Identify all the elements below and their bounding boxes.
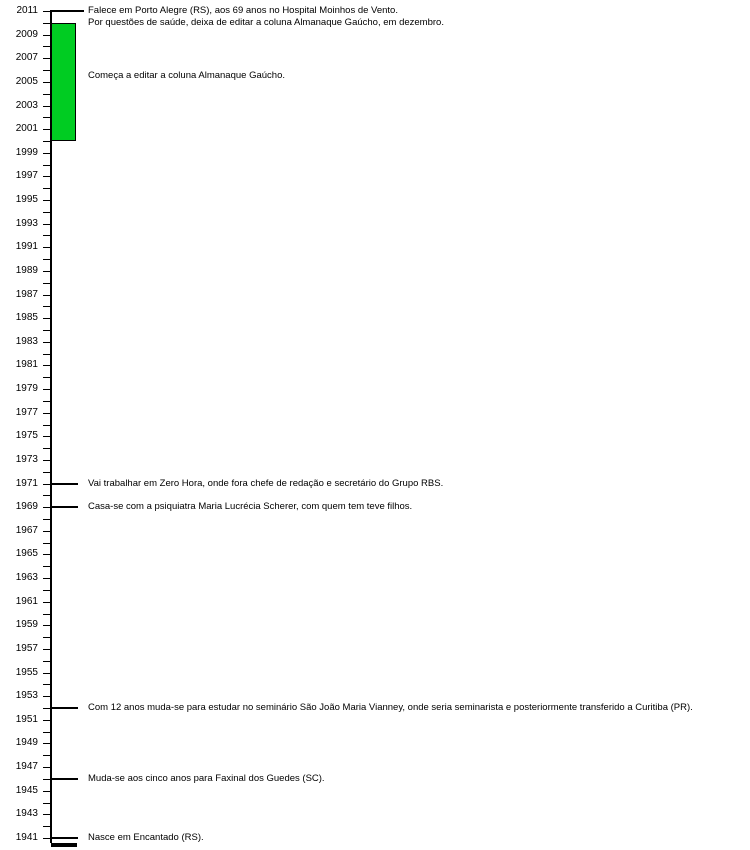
year-tick xyxy=(43,472,50,473)
year-label: 1963 xyxy=(15,572,38,583)
year-tick xyxy=(43,425,50,426)
year-tick xyxy=(43,224,50,225)
year-tick xyxy=(43,413,50,414)
year-label: 1971 xyxy=(15,478,38,489)
year-tick xyxy=(43,70,50,71)
year-tick xyxy=(43,295,50,296)
year-tick xyxy=(43,106,50,107)
year-label: 1975 xyxy=(15,430,38,441)
event-leader-line xyxy=(50,10,84,12)
year-tick xyxy=(43,684,50,685)
year-tick xyxy=(43,11,50,12)
event-label: Com 12 anos muda-se para estudar no seminário São João Maria Vianney, onde seria seminarista e posteriormente transferido a Curitiba (PR). xyxy=(88,702,693,713)
year-label: 1941 xyxy=(15,832,38,843)
year-tick xyxy=(43,82,50,83)
year-tick xyxy=(43,401,50,402)
year-tick xyxy=(43,755,50,756)
event-label: Falece em Porto Alegre (RS), aos 69 anos no Hospital Moinhos de Vento. xyxy=(88,5,398,16)
year-tick xyxy=(43,460,50,461)
year-tick xyxy=(43,554,50,555)
year-tick xyxy=(43,507,50,508)
year-tick xyxy=(43,354,50,355)
year-tick xyxy=(43,590,50,591)
year-tick xyxy=(43,436,50,437)
year-tick xyxy=(43,661,50,662)
year-tick xyxy=(43,389,50,390)
year-tick xyxy=(43,212,50,213)
event-leader-line xyxy=(50,837,78,839)
year-tick xyxy=(43,614,50,615)
event-leader-line xyxy=(50,707,78,709)
year-tick xyxy=(43,247,50,248)
year-label: 1983 xyxy=(15,336,38,347)
year-tick xyxy=(43,649,50,650)
year-label: 1953 xyxy=(15,690,38,701)
year-tick xyxy=(43,94,50,95)
year-tick xyxy=(43,23,50,24)
year-label: 1991 xyxy=(15,241,38,252)
year-tick xyxy=(43,365,50,366)
year-label: 2007 xyxy=(15,52,38,63)
year-label: 1969 xyxy=(15,501,38,512)
year-label: 1987 xyxy=(15,289,38,300)
year-tick xyxy=(43,318,50,319)
year-tick xyxy=(43,271,50,272)
year-tick xyxy=(43,578,50,579)
year-tick xyxy=(43,495,50,496)
year-label: 1995 xyxy=(15,194,38,205)
year-tick xyxy=(43,330,50,331)
year-label: 1989 xyxy=(15,265,38,276)
year-tick xyxy=(43,519,50,520)
year-tick xyxy=(43,543,50,544)
year-tick xyxy=(43,779,50,780)
year-label: 1959 xyxy=(15,619,38,630)
event-leader-line xyxy=(50,778,78,780)
year-label: 1947 xyxy=(15,761,38,772)
year-label: 1997 xyxy=(15,170,38,181)
year-tick xyxy=(43,673,50,674)
year-tick xyxy=(43,117,50,118)
event-label: Começa a editar a coluna Almanaque Gaúcho. xyxy=(88,70,285,81)
event-label: Casa-se com a psiquiatra Maria Lucrécia Scherer, com quem tem teve filhos. xyxy=(88,501,413,512)
year-tick xyxy=(43,767,50,768)
year-tick xyxy=(43,35,50,36)
event-leader-line xyxy=(50,483,78,485)
timeline-period-bar xyxy=(51,23,76,141)
year-tick xyxy=(43,838,50,839)
year-label: 1981 xyxy=(15,359,38,370)
year-tick xyxy=(43,531,50,532)
year-label: 1999 xyxy=(15,147,38,158)
year-tick xyxy=(43,448,50,449)
year-tick xyxy=(43,566,50,567)
year-tick xyxy=(43,826,50,827)
year-tick xyxy=(43,708,50,709)
year-label: 1951 xyxy=(15,714,38,725)
year-tick xyxy=(43,200,50,201)
year-tick xyxy=(43,791,50,792)
event-label: Muda-se aos cinco anos para Faxinal dos Guedes (SC). xyxy=(88,773,325,784)
year-tick xyxy=(43,176,50,177)
event-leader-line xyxy=(50,506,78,508)
year-tick xyxy=(43,129,50,130)
year-label: 2005 xyxy=(15,76,38,87)
year-tick xyxy=(43,153,50,154)
year-label: 1965 xyxy=(15,548,38,559)
year-tick xyxy=(43,165,50,166)
clipped-bar-bottom xyxy=(51,843,77,847)
year-label: 1993 xyxy=(15,218,38,229)
year-tick xyxy=(43,732,50,733)
year-tick xyxy=(43,484,50,485)
year-label: 2001 xyxy=(15,123,38,134)
year-tick xyxy=(43,696,50,697)
year-tick xyxy=(43,803,50,804)
year-label: 2011 xyxy=(16,5,38,16)
year-tick xyxy=(43,720,50,721)
year-tick xyxy=(43,306,50,307)
year-label: 1973 xyxy=(15,454,38,465)
year-tick xyxy=(43,625,50,626)
year-tick xyxy=(43,283,50,284)
year-label: 1945 xyxy=(15,785,38,796)
year-tick xyxy=(43,814,50,815)
year-label: 1955 xyxy=(15,667,38,678)
year-label: 1979 xyxy=(15,383,38,394)
year-label: 1957 xyxy=(15,643,38,654)
year-tick xyxy=(43,46,50,47)
year-label: 1985 xyxy=(15,312,38,323)
year-tick xyxy=(43,377,50,378)
year-label: 1967 xyxy=(15,525,38,536)
year-tick xyxy=(43,743,50,744)
year-tick xyxy=(43,342,50,343)
year-label: 1977 xyxy=(15,407,38,418)
year-label: 1949 xyxy=(15,737,38,748)
year-label: 1961 xyxy=(15,596,38,607)
year-tick xyxy=(43,602,50,603)
year-tick xyxy=(43,141,50,142)
year-tick xyxy=(43,259,50,260)
year-label: 1943 xyxy=(15,808,38,819)
year-tick xyxy=(43,188,50,189)
year-label: 2009 xyxy=(15,29,38,40)
event-label: Nasce em Encantado (RS). xyxy=(88,832,204,843)
event-label: Por questões de saúde, deixa de editar a coluna Almanaque Gaúcho, em dezembro. xyxy=(88,17,444,28)
event-label: Vai trabalhar em Zero Hora, onde fora chefe de redação e secretário do Grupo RBS. xyxy=(88,478,444,489)
year-label: 2003 xyxy=(15,100,38,111)
year-tick xyxy=(43,637,50,638)
year-tick xyxy=(43,58,50,59)
year-tick xyxy=(43,235,50,236)
